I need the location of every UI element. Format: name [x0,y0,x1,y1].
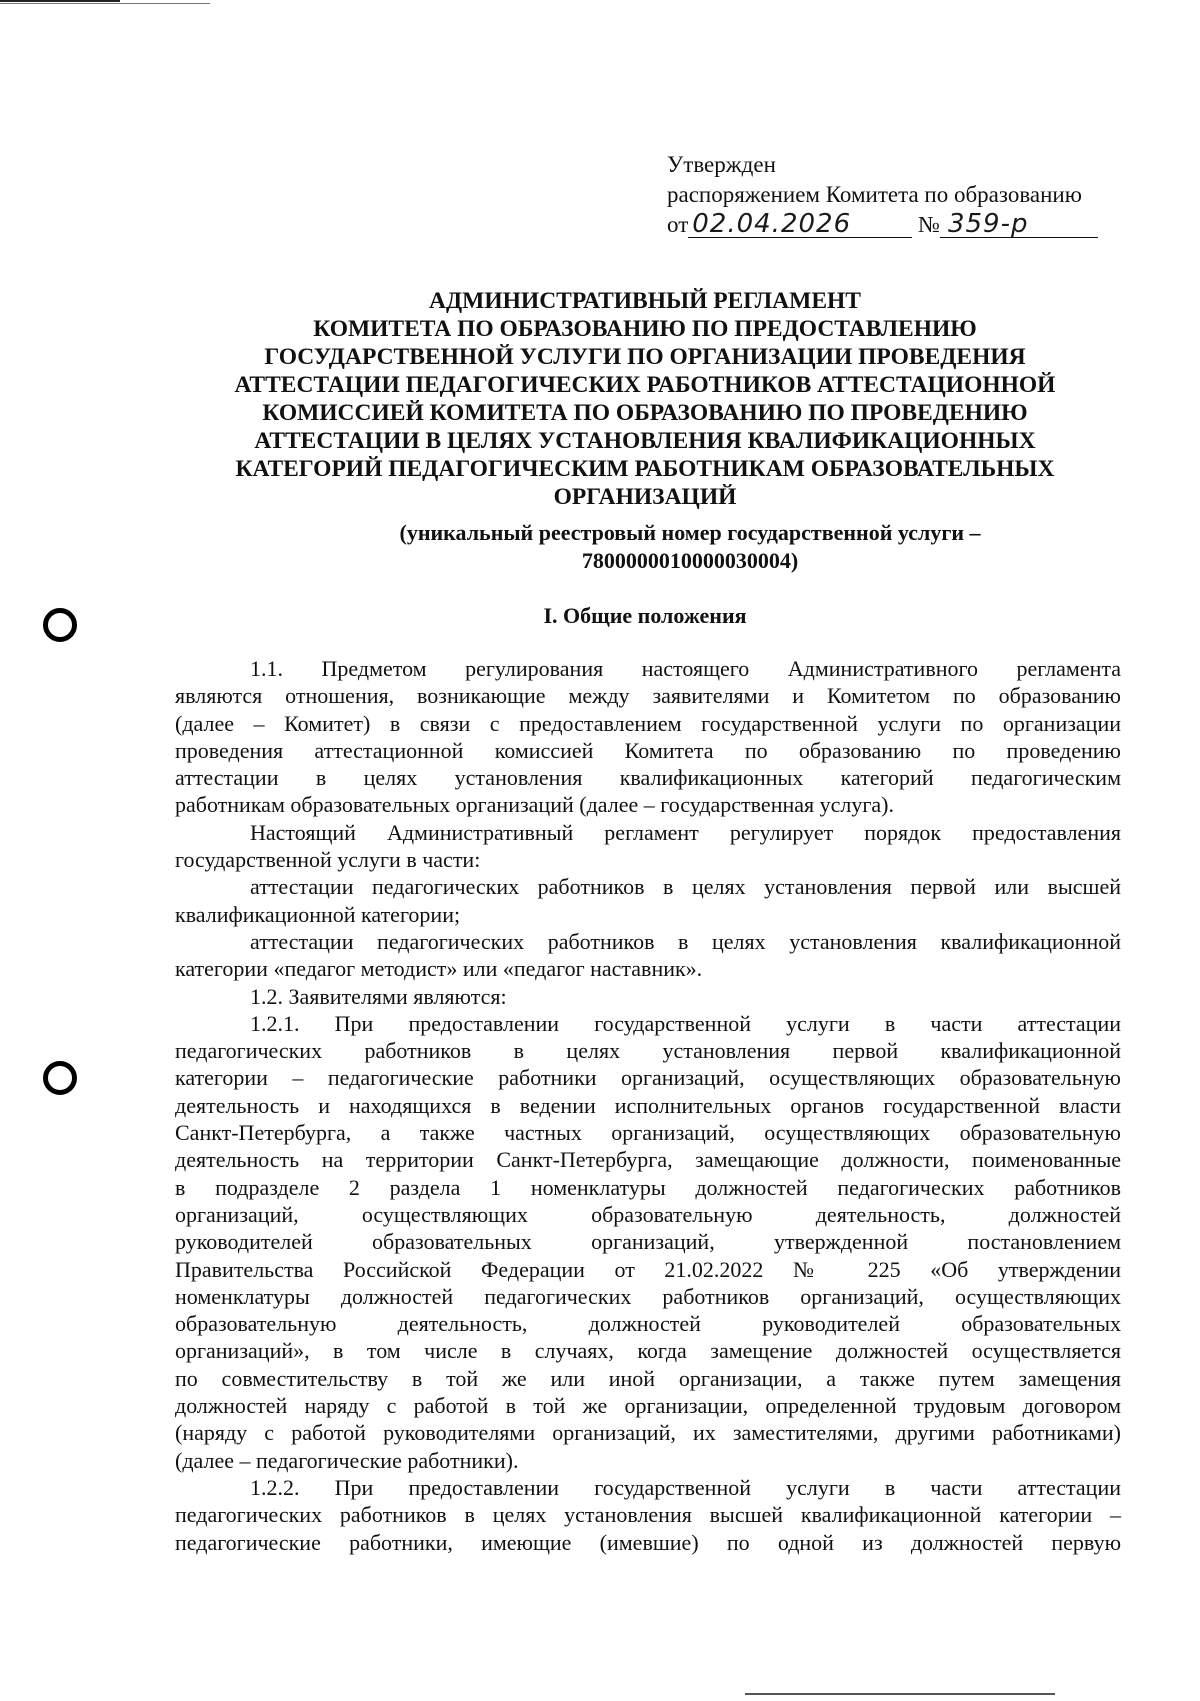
number-field [940,209,1098,239]
body-line: категории «педагог методист» или «педагог наставник». [175,956,703,982]
body-line: работникам образовательных организаций (далее – государственная услуга). [175,792,894,818]
body-line: деятельность и находящихся в ведении исполнительных органов государственной власти [175,1092,1121,1118]
body-line: 1.1. Предметом регулирования настоящего Административного регламента [250,656,1121,681]
subtitle-line: (уникальный реестровый номер государственной услуги – [399,520,981,545]
body-line: педагогических работников в целях установления первой квалификационной [175,1038,1121,1064]
body-line: государственной услуги в части: [175,847,481,873]
title-line: КОМИТЕТА ПО ОБРАЗОВАНИЮ ПО ПРЕДОСТАВЛЕНИЮ [313,316,977,342]
title-line: ОРГАНИЗАЦИЙ [553,484,737,510]
document-title [175,287,1115,511]
title-line: АТТЕСТАЦИИ В ЦЕЛЯХ УСТАНОВЛЕНИЯ КВАЛИФИКАЦИОННЫХ [254,428,1036,454]
title-line: КОМИССИЕЙ КОМИТЕТА ПО ОБРАЗОВАНИЮ ПО ПРОВЕДЕНИЮ [262,400,1028,426]
body-line: (далее – педагогические работники). [175,1447,519,1473]
title-line: ГОСУДАРСТВЕННОЙ УСЛУГИ ПО ОРГАНИЗАЦИИ ПРОВЕДЕНИЯ [264,344,1026,370]
scan-edge-mark [0,3,210,4]
body-line: по совместительству в той же или иной организации, а также путем замещения [175,1365,1121,1391]
body-line: руководителей образовательных организаций, утвержденной постановлением [175,1229,1121,1255]
handwritten-date: 02.04.2026 [692,209,852,239]
title-line: КАТЕГОРИЙ ПЕДАГОГИЧЕСКИМ РАБОТНИКАМ ОБРАЗОВАТЕЛЬНЫХ [235,456,1055,482]
body-line: должностей наряду с работой в той же организации, определенной трудовым договором [175,1393,1121,1419]
date-prefix: от [667,212,689,237]
body-line: Правительства Российской Федерации от 21.02.2022 № 225 «Об утверждении [175,1256,1121,1282]
body-line: деятельность на территории Санкт-Петербурга, замещающие должности, поименованные [175,1147,1121,1173]
body-line: 1.2. Заявителями являются: [250,983,507,1009]
number-prefix: № [918,212,940,237]
body-line: (далее – Комитет) в связи с предоставлением государственной услуги по организации [175,710,1121,736]
body-line: аттестации педагогических работников в целях установления квалификационной [250,928,1121,954]
body-line: Санкт-Петербурга, а также частных организаций, осуществляющих образовательную [175,1120,1121,1146]
punch-hole-upper [43,608,77,642]
body-line: организаций, осуществляющих образовательную деятельность, должностей [175,1201,1121,1227]
body-line: (наряду с работой руководителями организаций, их заместителями, другими работниками) [175,1420,1121,1446]
body-line: 1.2.1. При предоставлении государственной услуги в части аттестации [250,1010,1121,1036]
body-line: проведения аттестационной комиссией Комитета по образованию по проведению [175,737,1121,763]
body-line: Настоящий Административный регламент регулирует порядок предоставления [250,819,1121,845]
body-line: образовательную деятельность, должностей руководителей образовательных [175,1311,1121,1337]
approval-date-number-line [667,210,1127,240]
title-line: АДМИНИСТРАТИВНЫЙ РЕГЛАМЕНТ [429,288,861,314]
body-line: педагогических работников в целях установления высшей квалификационной категории – [175,1502,1121,1528]
title-line: АТТЕСТАЦИИ ПЕДАГОГИЧЕСКИХ РАБОТНИКОВ АТТЕСТАЦИОННОЙ [234,372,1056,398]
body-line: в подразделе 2 раздела 1 номенклатуры должностей педагогических работников [175,1174,1121,1200]
body-line: номенклатуры должностей педагогических работников организаций, осуществляющих [175,1283,1121,1309]
body-line: квалификационной категории; [175,901,461,927]
approval-order-line: распоряжением Комитета по образованию [667,182,1082,207]
date-field [688,209,912,239]
handwritten-number: 359-р [947,209,1029,239]
scan-edge-mark [745,1693,1055,1695]
body-line: организаций», в том числе в случаях, когда замещение должностей осуществляется [175,1338,1121,1364]
body-line: аттестации в целях установления квалификационных категорий педагогическим [175,765,1121,791]
scan-edge-mark [0,0,120,2]
body-line: являются отношения, возникающие между заявителями и Комитетом по образованию [175,683,1121,709]
registry-number-note [330,519,1050,575]
body-line: 1.2.2. При предоставлении государственной услуги в части аттестации [250,1474,1121,1500]
document-body [175,655,1121,1556]
body-line: категории – педагогические работники организаций, осуществляющих образовательную [175,1065,1121,1091]
body-line: аттестации педагогических работников в целях установления первой или высшей [250,874,1121,900]
body-line: педагогические работники, имеющие (имевшие) по одной из должностей первую [175,1529,1121,1555]
approved-label: Утвержден [667,152,776,177]
approval-block [667,150,1127,240]
punch-hole-lower [43,1061,77,1095]
subtitle-line: 7800000010000030004) [581,548,799,573]
section-heading: I. Общие положения [543,603,747,628]
